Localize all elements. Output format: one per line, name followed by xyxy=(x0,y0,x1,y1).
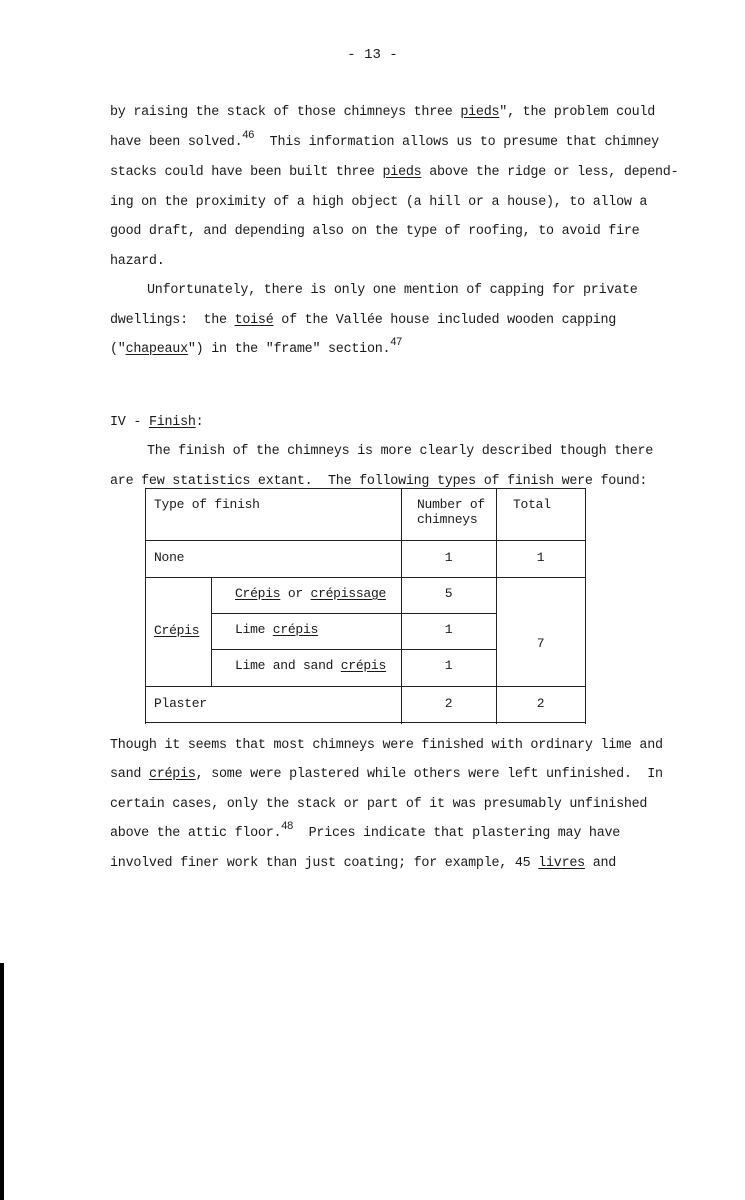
text-line: involved finer work than just coating; for example, 45 livres and xyxy=(110,856,617,871)
row-label-none: None xyxy=(154,550,185,565)
text-line: certain cases, only the stack or part of it was presumably unfinished xyxy=(110,797,648,812)
scan-edge-bar xyxy=(0,963,4,1200)
text-line: above the attic floor.$^{48}$ Prices indicate that plastering may have xyxy=(110,820,621,841)
finish-table xyxy=(145,488,585,722)
text-line: ing on the proximity of a high object (a hill or a house), to allow a xyxy=(110,195,648,210)
cell-lime-crepis-number: 1 xyxy=(444,622,453,637)
row-label-crepis: Crépis xyxy=(154,623,200,638)
row-label-lime-and-sand-crepis: Lime and sand crépis xyxy=(235,658,387,673)
text-line: ("chapeaux") in the "frame" section.$^{47}$ xyxy=(110,336,403,357)
section-heading: IV - Finish: xyxy=(110,415,204,430)
text-line: sand crépis, some were plastered while others were left unfinished. In xyxy=(110,767,663,782)
row-label-lime-crepis: Lime crépis xyxy=(235,622,319,637)
page-number: - 13 - xyxy=(347,47,398,63)
text-line: good draft, and depending also on the type of roofing, to avoid fire xyxy=(110,224,640,239)
text-line: stacks could have been built three pieds above the ridge or less, depend- xyxy=(110,165,679,180)
cell-plaster-total: 2 xyxy=(536,696,545,711)
text-line: hazard. xyxy=(110,254,165,269)
cell-lime-and-sand-crepis-number: 1 xyxy=(444,658,453,673)
text-line: are few statistics extant. The following types of finish were found: xyxy=(110,474,648,489)
text-line: Unfortunately, there is only one mention of capping for private xyxy=(147,283,638,298)
text-line: have been solved.$^{46}$ This information allows us to presume that chimney xyxy=(110,129,659,150)
text-line: dwellings: the toisé of the Vallée house included wooden capping xyxy=(110,313,617,328)
footnote-ref-46: 46 xyxy=(242,129,255,141)
header-total: Total xyxy=(513,497,551,512)
cell-none-number: 1 xyxy=(444,550,453,565)
cell-crepis-or-crepissage-number: 5 xyxy=(444,586,453,601)
text-line: Though it seems that most chimneys were finished with ordinary lime and xyxy=(110,738,663,753)
row-label-plaster: Plaster xyxy=(154,696,207,711)
cell-plaster-number: 2 xyxy=(444,696,453,711)
header-type-of-finish: Type of finish xyxy=(154,497,260,512)
text-line: The finish of the chimneys is more clearly described though there xyxy=(147,444,654,459)
text-line: by raising the stack of those chimneys three pieds", the problem could xyxy=(110,105,656,120)
row-label-crepis-or-crepissage: Crépis or crépissage xyxy=(235,586,387,601)
footnote-ref-47: 47 xyxy=(390,336,403,348)
header-number-of-chimneys: Number of chimneys xyxy=(417,497,485,527)
cell-none-total: 1 xyxy=(536,550,545,565)
footnote-ref-48: 48 xyxy=(281,820,294,832)
cell-crepis-total: 7 xyxy=(536,636,545,651)
